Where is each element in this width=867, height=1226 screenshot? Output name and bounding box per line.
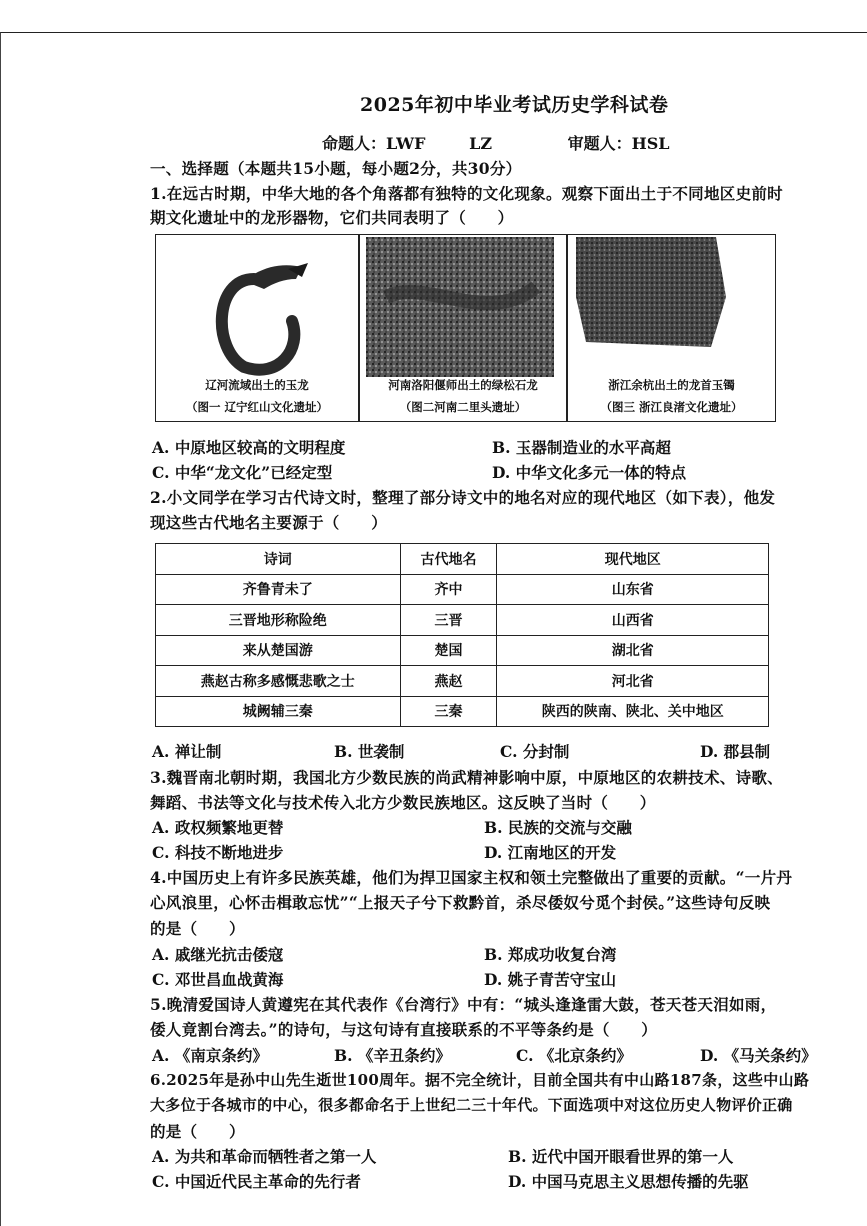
q1-option-a[interactable]: A. 中原地区较高的文明程度 — [152, 438, 346, 457]
q1-option-d[interactable]: D. 中华文化多元一体的特点 — [492, 463, 687, 482]
q3-line2: 舞蹈、书法等文化与技术传入北方少数民族地区。这反映了当时（ ） — [150, 793, 656, 812]
q6-option-a[interactable]: A. 为共和革命而牺牲者之第一人 — [152, 1147, 377, 1166]
q1-figure-2-caption: 河南洛阳偃师出土的绿松石龙 — [388, 378, 538, 392]
q4-line2: 心风浪里，心怀击楫敢忘忧”“上报天子兮下救黔首，杀尽倭奴兮觅个封侯。”这些诗句反映 — [150, 893, 771, 912]
q6-line1: 6.2025年是孙中山先生逝世100周年。据不完全统计，目前全国共有中山路187条，这些中山路 — [150, 1071, 810, 1089]
table-header-poem: 诗词 — [156, 544, 401, 575]
table-cell: 燕赵古称多感慨悲歌之士 — [156, 666, 401, 697]
q6-option-d[interactable]: D. 中国马克思主义思想传播的先驱 — [508, 1172, 749, 1191]
table-cell: 齐鲁青未了 — [156, 574, 401, 605]
q2-option-a[interactable]: A. 禅让制 — [152, 742, 222, 761]
table-cell: 三晋地形称险绝 — [156, 605, 401, 636]
table-cell: 齐中 — [400, 574, 497, 605]
table-row — [156, 605, 769, 636]
q3-option-d[interactable]: D. 江南地区的开发 — [484, 843, 617, 862]
q1-line2: 期文化遗址中的龙形器物，它们共同表明了（ ） — [150, 208, 514, 227]
table-cell: 城阙辅三秦 — [156, 696, 401, 727]
q4-option-a[interactable]: A. 戚继光抗击倭寇 — [152, 945, 284, 964]
q5-option-c[interactable]: C. 《北京条约》 — [516, 1046, 632, 1065]
jade-bracelet-image — [576, 237, 726, 349]
table-cell: 山东省 — [497, 574, 769, 605]
q5-option-a[interactable]: A. 《南京条约》 — [152, 1046, 268, 1065]
q1-option-c[interactable]: C. 中华“龙文化”已经定型 — [152, 463, 333, 482]
table-row — [156, 635, 769, 666]
q1-figure-3 — [568, 235, 775, 421]
table-cell: 湖北省 — [497, 635, 769, 666]
table-header-row — [156, 544, 769, 575]
q4-line3: 的是（ ） — [150, 919, 245, 938]
table-cell: 山西省 — [497, 605, 769, 636]
q6-line2: 大多位于各城市的中心，很多都命名于上世纪二三十年代。下面选项中对这位历史人物评价正确 — [150, 1096, 793, 1114]
q6-option-c[interactable]: C. 中国近代民主革命的先行者 — [152, 1172, 361, 1191]
table-cell: 燕赵 — [400, 666, 497, 697]
jade-dragon-image — [184, 249, 329, 379]
q5-option-b[interactable]: B. 《辛丑条约》 — [334, 1046, 451, 1065]
q6-option-b[interactable]: B. 近代中国开眼看世界的第一人 — [508, 1147, 734, 1166]
q2-line1: 2.小文同学在学习古代诗文时，整理了部分诗文中的地名对应的现代地区（如下表），他发 — [150, 488, 776, 507]
q1-line1: 1.在远古时期，中华大地的各个角落都有独特的文化现象。观察下面出土于不同地区史前时 — [150, 184, 783, 203]
exam-title: 2025年初中毕业考试历史学科试卷 — [360, 94, 669, 116]
q2-option-b[interactable]: B. 世袭制 — [334, 742, 405, 761]
table-cell: 河北省 — [497, 666, 769, 697]
reviewer-label: 审题人：HSL — [567, 134, 670, 153]
authors-line — [322, 131, 670, 154]
table-row — [156, 574, 769, 605]
section-heading: 一、选择题（本题共15小题，每小题2分，共30分） — [150, 159, 522, 178]
q4-option-c[interactable]: C. 邓世昌血战黄海 — [152, 970, 284, 989]
q5-option-d[interactable]: D. 《马关条约》 — [700, 1046, 817, 1065]
q2-option-c[interactable]: C. 分封制 — [500, 742, 570, 761]
q2-option-d[interactable]: D. 郡县制 — [700, 742, 771, 761]
q3-option-c[interactable]: C. 科技不断地进步 — [152, 843, 284, 862]
q1-figure-1-source: （图一 辽宁红山文化遗址） — [185, 400, 328, 414]
q5-line2: 倭人竟割台湾去。”的诗句，与这句诗有直接联系的不平等条约是（ ） — [150, 1020, 658, 1039]
q3-option-a[interactable]: A. 政权频繁地更替 — [152, 818, 284, 837]
table-cell: 三晋 — [400, 605, 497, 636]
q6-line3: 的是（ ） — [150, 1122, 245, 1141]
q5-line1: 5.晚清爱国诗人黄遵宪在其代表作《台湾行》中有：“城头逢逢雷大鼓，苍天苍天泪如雨， — [150, 995, 777, 1014]
q3-line1: 3.魏晋南北朝时期，我国北方少数民族的尚武精神影响中原，中原地区的农耕技术、诗歌、 — [150, 768, 783, 787]
q1-figure-3-caption: 浙江余杭出土的龙首玉镯 — [608, 378, 735, 392]
q1-option-b[interactable]: B. 玉器制造业的水平高超 — [492, 438, 671, 457]
q3-option-b[interactable]: B. 民族的交流与交融 — [484, 818, 632, 837]
q1-image-panel — [155, 234, 776, 422]
table-header-modern-region: 现代地区 — [497, 544, 769, 575]
table-cell: 三秦 — [400, 696, 497, 727]
table-header-ancient-name: 古代地名 — [400, 544, 497, 575]
table-cell: 陕西的陕南、陕北、关中地区 — [497, 696, 769, 727]
author-label: 命题人：LWF — [322, 134, 426, 153]
q4-line1: 4.中国历史上有许多民族英雄，他们为捍卫国家主权和领土完整做出了重要的贡献。“一片丹 — [150, 868, 793, 887]
q1-figure-2 — [360, 235, 566, 421]
turquoise-dragon-image — [366, 237, 554, 377]
q1-figure-3-source: （图三 浙江良渚文化遗址） — [600, 400, 743, 414]
q4-option-b[interactable]: B. 郑成功收复台湾 — [484, 945, 617, 964]
author-2: LZ — [469, 134, 493, 153]
q2-table — [155, 543, 769, 727]
table-row — [156, 666, 769, 697]
table-row — [156, 696, 769, 727]
table-cell: 楚国 — [400, 635, 497, 666]
q1-figure-2-source: （图二河南二里头遗址） — [399, 400, 527, 414]
q1-figure-1-caption: 辽河流域出土的玉龙 — [205, 378, 309, 392]
table-cell: 来从楚国游 — [156, 635, 401, 666]
q2-line2: 现这些古代地名主要源于（ ） — [150, 513, 388, 532]
q4-option-d[interactable]: D. 姚子青苦守宝山 — [484, 970, 617, 989]
q1-figure-1 — [156, 235, 358, 421]
